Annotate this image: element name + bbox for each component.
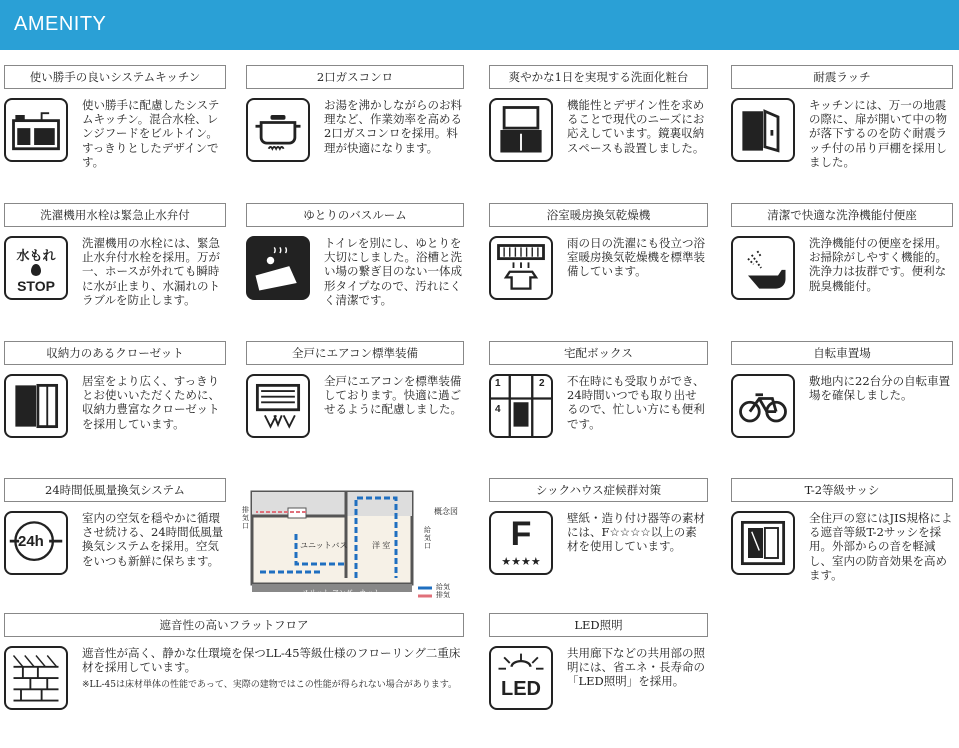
card-title: 遮音性の高いフラットフロア [4,613,464,637]
card-desc [82,646,464,691]
card-desc: 共用廊下などの共用部の照明には、省エネ・長寿命の「LED照明」を採用。 [567,646,705,689]
card-aircon [246,341,464,451]
page-title: AMENITY [14,13,107,35]
card-floor [4,613,464,723]
toilet-seat-icon [731,236,795,300]
card-title: 耐震ラッチ [731,65,953,89]
box-num-1: 1 [495,378,501,389]
legend-supply-label: 給気 [436,584,450,591]
sash-window-icon [731,511,795,575]
air-conditioner-icon [246,374,310,438]
card-title: ゆとりのバスルーム [246,203,464,227]
card-desc: 全戸にエアコンを標準装備しております。快適に過ごせるように配慮しました。 [324,374,462,417]
card-title: T-2等級サッシ [731,478,953,502]
flooring-icon [4,646,68,710]
card-title: 浴室暖房換気乾燥機 [489,203,708,227]
card-title: 24時間低風量換気システム [4,478,226,502]
card-title: 自転車置場 [731,341,953,365]
diagram-western-room-label: 洋 室 [372,541,391,550]
diagram-slit-label: スリット [302,590,330,597]
led-light-icon [489,646,553,710]
card-bicycle [731,341,953,451]
card-desc: キッチンには、万一の地震の際に、扉が開いて中の物が落下するのを防ぐ耐震ラッチ付の吊り戸棚を採用しました。 [809,98,947,169]
card-dryer [489,203,708,313]
diagram-exhaust-label: 排気口 [242,506,249,530]
gas-stove-icon [246,98,310,162]
box-num-4: 4 [495,404,501,415]
bathtub-icon [246,236,310,300]
vanity-icon [489,98,553,162]
card-desc: 敷地内に22台分の自転車置場を確保しました。 [809,374,951,403]
icon-24h-text: 24h [18,533,44,550]
card-title: LED照明 [489,613,708,637]
card-desc: 洗浄機能付の便座を採用。お掃除がしやすく機能的。洗浄力は抜群です。便利な脱臭機能付。 [809,236,947,293]
icon-text-bottom: STOP [17,278,55,294]
card-washer [4,203,226,313]
card-latch [731,65,953,175]
diagram-unit-bath-label: ユニットバス [300,541,348,550]
icon-led-text: LED [501,678,541,700]
f-four-star-icon [489,511,553,575]
latch-icon [731,98,795,162]
card-title: 爽やかな1日を実現する洗面化粧台 [489,65,708,89]
card-desc: 室内の空気を穏やかに循環させ続ける、24時間低風量換気システムを採用。空気をいつも新鮮に保ちます。 [82,511,224,568]
water-stop-icon [4,236,68,300]
card-title: 2口ガスコンロ [246,65,464,89]
card-desc: 全住戸の窓にはJIS規格による遮音等級T-2サッシを採用。外部からの音を軽減し、室内の防音効果を高めます。 [809,511,953,582]
card-title: 収納力のあるクローゼット [4,341,226,365]
icon-f-letter: F [510,515,532,553]
bath-dryer-icon [489,236,553,300]
delivery-box-icon [489,374,553,438]
card-gas [246,65,464,175]
box-num-2: 2 [539,378,545,389]
card-kitchen [4,65,226,175]
card-sash [731,478,953,588]
card-title: 清潔で快適な洗浄機能付便座 [731,203,953,227]
closet-icon [4,374,68,438]
card-delivery [489,341,708,451]
card-vanity [489,65,708,175]
icon-text-top: 水もれ [16,248,56,263]
card-desc: お湯を沸かしながらのお料理など、作業効率を高める2口ガスコンロを採用。料理が快適になります。 [324,98,462,155]
card-toilet [731,203,953,313]
card-desc: 機能性とデザイン性を求めることで現代のニーズにお応えしています。鏡裏収納スペースも設置しました。 [567,98,705,155]
card-desc: 洗濯機用の水栓には、緊急止水弁付水栓を採用。万が一、ホースが外れても瞬時に水が止まり、水漏れのトラブルを防止します。 [82,236,220,307]
card-desc: 不在時にも受取りができ、24時間いつでも取り出せるので、忙しい方にも便利です。 [567,374,705,431]
card-desc: 雨の日の洗濯にも役立つ浴室暖房換気乾燥機を標準装備しています。 [567,236,705,279]
floor-desc-text: 遮音性が高く、静かな仕環境を保つLL-45等級仕様のフローリング二重床材を採用しています。 [82,646,461,675]
ventilation-diagram [242,488,466,599]
amenity-header [0,0,959,50]
bicycle-icon [731,374,795,438]
card-led [489,613,708,723]
diagram-intake-label: 給気口 [424,526,431,550]
diagram-concept-label: 概念図 [434,507,458,516]
card-desc: 壁紙・造り付け器等の素材には、F☆☆☆☆以上の素材を使用しています。 [567,511,705,554]
card-desc: トイレを別にし、ゆとりを大切にしました。浴槽と洗い場の繋ぎ目のない一体成形タイプなので、汚れにくく清潔です。 [324,236,462,307]
card-ventilation [4,478,226,588]
card-title: 宅配ボックス [489,341,708,365]
diagram-undercut-label: アンダーカット [332,590,381,597]
card-desc: 使い勝手に配慮したシステムキッチン。混合水栓、レンジフードをビルトイン。すっきりとしたデザインです。 [82,98,220,169]
icon-stars: ★★★★ [501,555,541,568]
legend-exhaust-label: 排気 [436,592,450,599]
card-title: 全戸にエアコン標準装備 [246,341,464,365]
drop-shape [31,264,41,276]
card-title: シックハウス症候群対策 [489,478,708,502]
card-title: 洗濯機用水栓は緊急止水弁付 [4,203,226,227]
card-desc: 居室をより広く、すっきりとお使いいただくために、収納力豊富なクローゼットを採用しています。 [82,374,220,431]
ventilation-24h-icon [4,511,68,575]
card-sickhouse [489,478,708,588]
kitchen-icon [4,98,68,162]
card-bath [246,203,464,313]
floor-note: ※LL-45は床材単体の性能であって、実際の建物ではこの性能が得られない場合があります。 [82,680,457,691]
card-title: 使い勝手の良いシステムキッチン [4,65,226,89]
card-closet [4,341,226,451]
